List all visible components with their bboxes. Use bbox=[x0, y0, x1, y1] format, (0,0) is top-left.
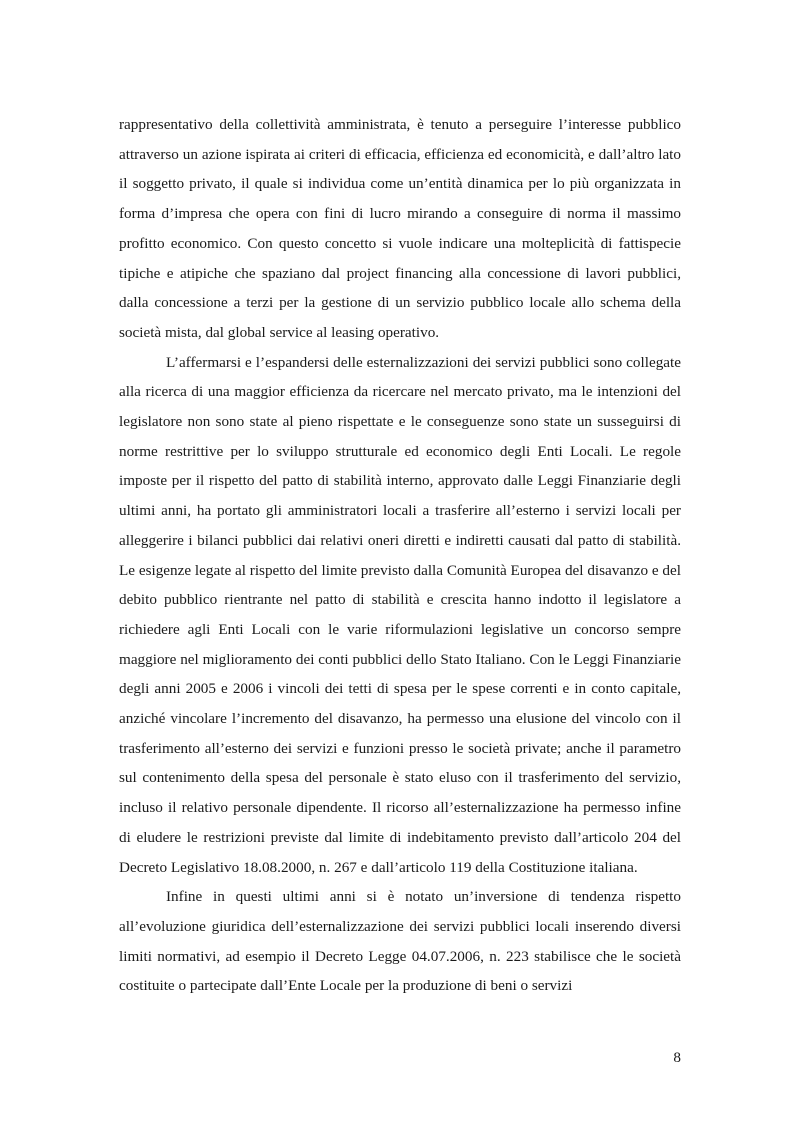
paragraph-inversione-tendenza: Infine in questi ultimi anni si è notato un’inversione di tendenza rispetto all’evoluzione giuridica dell’esternalizzazione dei servizi pubblici locali inserendo diversi limiti normativi, ad esempio il Decreto Legge 04.07.2006, n. 223 stabilisce che le società costituite o partecipate dall’Ente Locale per la produzione di beni o servizi bbox=[119, 888, 681, 995]
page-body bbox=[119, 110, 681, 1001]
page-number: 8 bbox=[673, 1049, 681, 1066]
paragraph-continuation: rappresentativo della collettività amministrata, è tenuto a perseguire l’interesse pubblico attraverso un azione ispirata ai criteri di efficacia, efficienza ed economicità, e dall’altro lato il soggetto privato, il quale si individua come un’entità dinamica per lo più organizzata in forma d’impresa che opera con fini di lucro mirando a conseguire di norma il massimo profitto economico. Con questo concetto si vuole indicare una molteplicità di fattispecie tipiche e atipiche che spaziano dal project financing alla concessione di lavori pubblici, dalla concessione a terzi per la gestione di un servizio pubblico locale allo schema della società mista, dal global service al leasing operativo. bbox=[119, 116, 681, 341]
paragraph-esternalizzazioni: L’affermarsi e l’espandersi delle esternalizzazioni dei servizi pubblici sono collegate alla ricerca di una maggior efficienza da ricercare nel mercato privato, ma le intenzioni del legislatore non sono state al pieno rispettate e le conseguenze sono state un susseguirsi di norme restrittive per lo sviluppo strutturale ed economico degli Enti Locali. Le regole imposte per il rispetto del patto di stabilità interno, approvato dalle Leggi Finanziarie degli ultimi anni, ha portato gli amministratori locali a trasferire all’esterno i servizi locali per alleggerire i bilanci pubblici dai relativi oneri diretti e indiretti causati dal patto di stabilità. Le esigenze legate al rispetto del limite previsto dalla Comunità Europea del disavanzo e del debito pubblico rientrante nel patto di stabilità e crescita hanno indotto il legislatore a richiedere agli Enti Locali con le varie riformulazioni legislative un concorso sempre maggiore nel miglioramento dei conti pubblici dello Stato Italiano. Con le Leggi Finanziarie degli anni 2005 e 2006 i vincoli dei tetti di spesa per le spese correnti e in conto capitale, anziché vincolare l’incremento del disavanzo, ha permesso una elusione del vincolo con il trasferimento all’esterno dei servizi e funzioni presso le società private; anche il parametro sul contenimento della spesa del personale è stato eluso con il trasferimento del servizio, incluso il relativo personale dipendente. Il ricorso all’esternalizzazione ha permesso infine di eludere le restrizioni previste dal limite di indebitamento previsto dall’articolo 204 del Decreto Legislativo 18.08.2000, n. 267 e dall’articolo 119 della Costituzione italiana. bbox=[119, 353, 681, 876]
